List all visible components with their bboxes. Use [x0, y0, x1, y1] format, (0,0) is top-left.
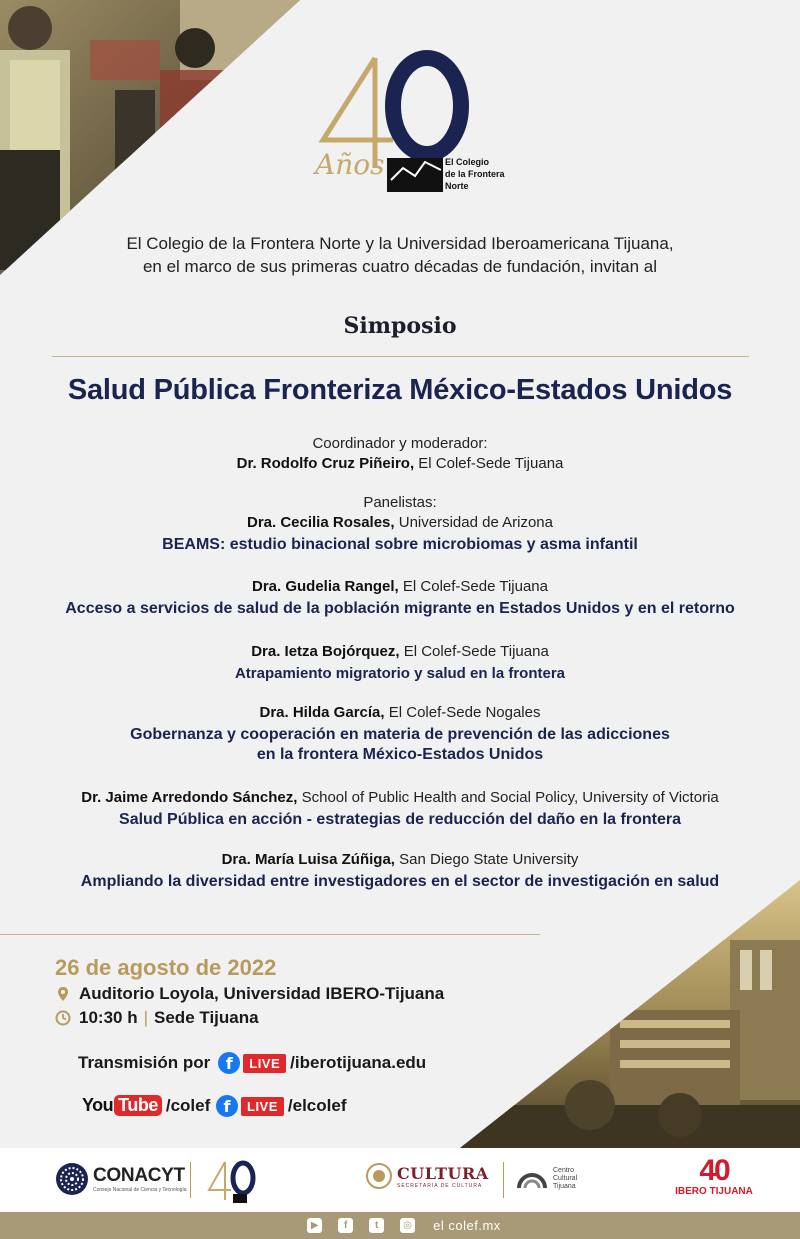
- event-time: 10:30 h: [79, 1008, 138, 1027]
- twitter-small-icon[interactable]: t: [369, 1218, 384, 1233]
- youtube-you: You: [82, 1095, 114, 1115]
- sponsor-logos: [0, 1148, 800, 1212]
- event-location: Sede Tijuana: [154, 1008, 259, 1027]
- panelist-topic: Gobernanza y cooperación en materia de prevención de las adicciones: [130, 726, 670, 743]
- cultura-logo: [365, 1162, 489, 1190]
- conacyt-dots-icon: [55, 1162, 89, 1196]
- panelist-topic: Salud Pública en acción - estrategias de reducción del daño en la frontera: [119, 811, 681, 828]
- ibero-tijuana-logo: [674, 1156, 754, 1197]
- colef-40-small-logo-icon: [205, 1158, 265, 1206]
- panelist-topic: Ampliando la diversidad entre investigadores en el sector de investigación en salud: [80, 873, 720, 890]
- panelists-label: Panelistas:: [363, 494, 437, 511]
- stream-ibero: [78, 1052, 426, 1074]
- info-divider: [0, 934, 540, 935]
- panelist-block-6: [0, 850, 800, 892]
- social-bar: [0, 1212, 800, 1239]
- facebook-icon[interactable]: f: [218, 1052, 240, 1074]
- years-word: Años: [315, 148, 385, 181]
- panelist-name: Dra. Ietza Bojórquez,: [251, 643, 400, 660]
- mexico-seal-icon: [365, 1162, 393, 1190]
- panelist-topic-cont: en la frontera México-Estados Unidos: [256, 746, 544, 763]
- org-line-2: de la Frontera: [445, 169, 505, 179]
- panelist-block-2: [0, 577, 800, 619]
- coordinator-label: Coordinador y moderador:: [312, 435, 488, 452]
- conacyt-logo: [55, 1162, 187, 1196]
- panelist-affiliation: El Colef-Sede Nogales: [388, 704, 541, 721]
- coordinator-affiliation: El Colef-Sede Tijuana: [418, 455, 564, 472]
- location-pin-icon: [55, 986, 71, 1002]
- live-badge: LIVE: [241, 1097, 284, 1116]
- panelist-affiliation: El Colef-Sede Tijuana: [402, 578, 548, 595]
- cecut-dome-icon: [515, 1164, 549, 1194]
- panelist-affiliation: Universidad de Arizona: [398, 514, 553, 531]
- cct-line-1: Centro: [553, 1167, 575, 1174]
- event-title: Salud Pública Fronteriza México-Estados Unidos: [67, 374, 733, 406]
- centro-cultural-tijuana-logo: [515, 1164, 577, 1194]
- youtube-icon[interactable]: [82, 1095, 162, 1116]
- cultura-subtitle: SECRETARÍA DE CULTURA: [397, 1182, 483, 1189]
- panelist-topic: Atrapamiento migratorio y salud en la frontera: [234, 665, 566, 682]
- conacyt-subtitle: Consejo Nacional de Ciencia y Tecnología: [93, 1187, 187, 1193]
- ibero-40: 40: [699, 1154, 729, 1187]
- cct-line-3: Tijuana: [553, 1183, 576, 1190]
- panelist-name: Dra. María Luisa Zúñiga,: [221, 851, 395, 868]
- cct-line-2: Cultural: [553, 1175, 578, 1182]
- ibero-name: IBERO TIJUANA: [675, 1186, 753, 1197]
- stream-youtube: [82, 1095, 210, 1116]
- intro-text: [0, 232, 800, 278]
- facebook-colef-link[interactable]: /elcolef: [287, 1096, 347, 1115]
- panelist-block-5: [0, 788, 800, 830]
- clock-icon: [55, 1010, 71, 1026]
- youtube-small-icon[interactable]: ▶: [307, 1218, 322, 1233]
- panelist-name: Dr. Jaime Arredondo Sánchez,: [81, 789, 298, 806]
- logo-divider: [503, 1162, 504, 1198]
- coordinator-block: [0, 434, 800, 474]
- live-badge: LIVE: [243, 1054, 286, 1073]
- facebook-ibero-link[interactable]: /iberotijuana.edu: [290, 1053, 427, 1072]
- title-divider: [52, 356, 749, 357]
- panelist-affiliation: El Colef-Sede Tijuana: [403, 643, 549, 660]
- website-link[interactable]: el colef.mx: [433, 1218, 501, 1233]
- facebook-icon[interactable]: f: [216, 1095, 238, 1117]
- coordinator-name: Dr. Rodolfo Cruz Piñeiro,: [236, 455, 415, 472]
- venue: Auditorio Loyola, Universidad IBERO-Tijuana: [79, 984, 445, 1003]
- colef-40-years-logo: [305, 48, 505, 200]
- panelist-name: Dra. Gudelia Rangel,: [252, 578, 399, 595]
- panelist-name: Dra. Cecilia Rosales,: [246, 514, 395, 531]
- panelist-block-4: [0, 703, 800, 765]
- event-type: Simposio: [343, 313, 457, 339]
- facebook-small-icon[interactable]: f: [338, 1218, 353, 1233]
- intro-line-2: en el marco de sus primeras cuatro décadas de fundación, invitan al: [142, 257, 658, 276]
- youtube-colef-link[interactable]: /colef: [165, 1095, 211, 1115]
- venue-line: [55, 984, 444, 1004]
- panelist-topic: Acceso a servicios de salud de la población migrante en Estados Unidos y en el retorno: [65, 600, 735, 617]
- panelist-affiliation: School of Public Health and Social Policy, University of Victoria: [301, 789, 719, 806]
- conacyt-name: CONACYT: [93, 1165, 185, 1186]
- cultura-name: CULTURA: [397, 1163, 489, 1183]
- youtube-tube: Tube: [114, 1095, 162, 1116]
- logo-divider: [190, 1162, 191, 1198]
- panelist-affiliation: San Diego State University: [399, 851, 579, 868]
- university-building-photo: [460, 880, 800, 1148]
- event-date: 26 de agosto de 2022: [55, 955, 277, 980]
- panelist-block-1: [0, 493, 800, 555]
- stream-colef: [216, 1095, 347, 1117]
- intro-line-1: El Colegio de la Frontera Norte y la Universidad Iberoamericana Tijuana,: [126, 234, 674, 253]
- org-line-3: Norte: [445, 181, 469, 191]
- panelist-name: Dra. Hilda García,: [259, 704, 385, 721]
- panelist-block-3: [0, 642, 800, 684]
- time-line: [55, 1008, 259, 1028]
- time-separator: |: [143, 1008, 149, 1027]
- instagram-small-icon[interactable]: ◎: [400, 1218, 415, 1233]
- stream-label: Transmisión por: [78, 1053, 211, 1072]
- panelist-topic: BEAMS: estudio binacional sobre microbiomas y asma infantil: [162, 536, 638, 553]
- org-line-1: El Colegio: [445, 157, 490, 167]
